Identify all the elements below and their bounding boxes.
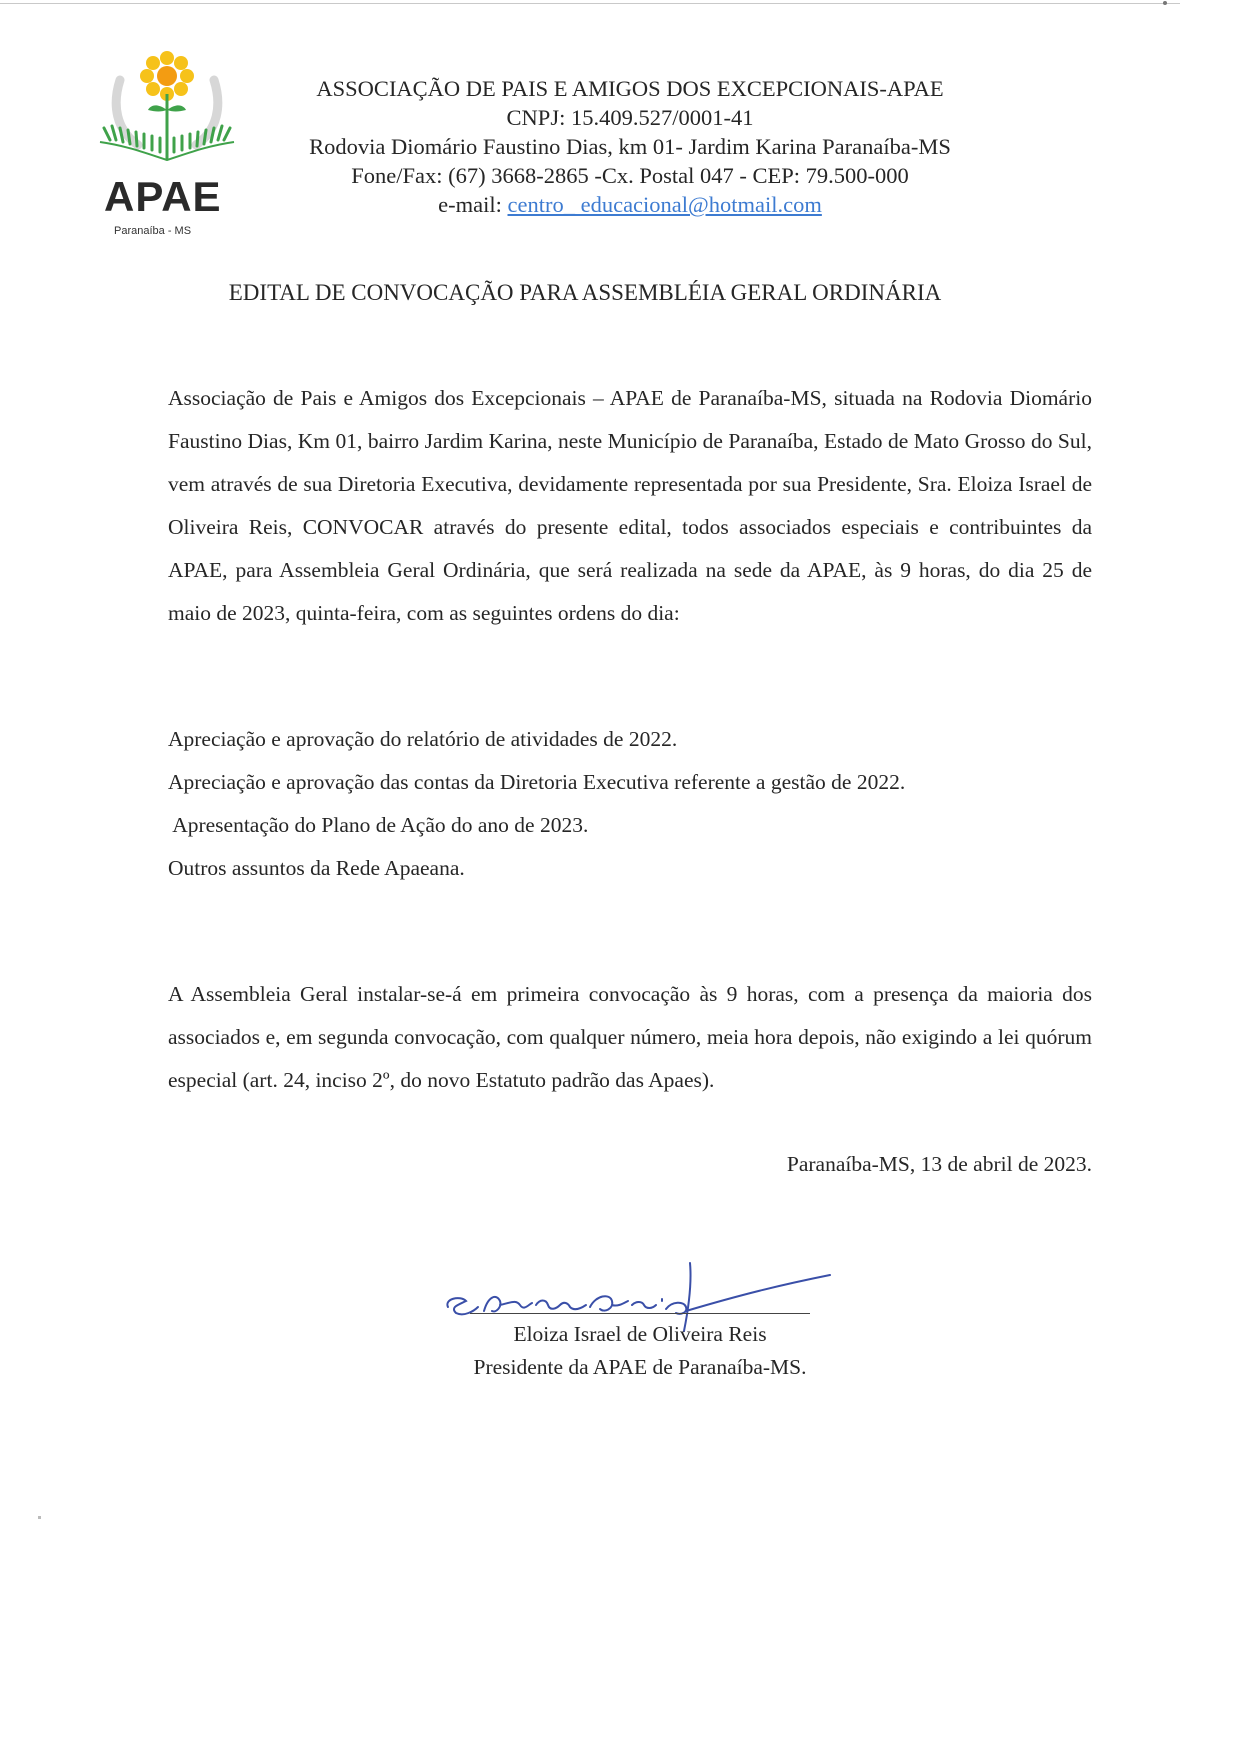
scan-top-edge — [0, 3, 1180, 4]
agenda-item: Outros assuntos da Rede Apaeana. — [168, 856, 465, 880]
cnpj: CNPJ: 15.409.527/0001-41 — [506, 105, 754, 130]
scan-speck — [1163, 1, 1167, 5]
logo-wordmark: APAE — [104, 173, 222, 220]
agenda-item: Apreciação e aprovação do relatório de atividades de 2022. — [168, 727, 678, 751]
agenda-item: Apresentação do Plano de Ação do ano de 2023. — [168, 813, 589, 837]
signature-line — [470, 1313, 810, 1314]
apae-logo — [98, 50, 238, 240]
email-link[interactable]: centro_ educacional@hotmail.com — [507, 192, 822, 217]
agenda-list — [168, 718, 1092, 890]
letterhead — [270, 74, 990, 219]
signatory-role: Presidente da APAE de Paranaíba-MS. — [473, 1355, 807, 1379]
quorum-paragraph: A Assembleia Geral instalar-se-á em primeira convocação às 9 horas, com a presença da maioria dos associados e, em segunda convocação, com qualquer número, meia hora depois, não exigindo a lei quórum especial (art. 24, inciso 2º, do novo Estatuto padrão das Apaes). — [168, 982, 1092, 1092]
document-title: EDITAL DE CONVOCAÇÃO PARA ASSEMBLÉIA GERAL ORDINÁRIA — [228, 280, 942, 305]
scan-speck — [38, 1516, 41, 1519]
phone: Fone/Fax: (67) 3668-2865 -Cx. Postal 047 - CEP: 79.500-000 — [351, 163, 909, 188]
email-line — [270, 190, 990, 219]
org-name: ASSOCIAÇÃO DE PAIS E AMIGOS DOS EXCEPCIONAIS-APAE — [316, 76, 944, 101]
date-line: Paranaíba-MS, 13 de abril de 2023. — [786, 1152, 1092, 1176]
apae-flower-icon — [98, 50, 238, 180]
email-label: e-mail: — [438, 192, 508, 217]
address: Rodovia Diomário Faustino Dias, km 01- Jardim Karina Paranaíba-MS — [309, 134, 951, 159]
convocation-paragraph: Associação de Pais e Amigos dos Excepcionais – APAE de Paranaíba-MS, situada na Rodovia Diomário Faustino Dias, Km 01, bairro Jardim Karina, neste Município de Paranaíba, Estado de Mato Grosso do Sul, vem através de sua Diretoria Executiva, devidamente representada por sua Presidente, Sra. Eloiza Israel de Oliveira Reis, CONVOCAR através do presente edital, todos associados especiais e contribuintes da APAE, para Assembleia Geral Ordinária, que será realizada na sede da APAE, às 9 horas, do dia 25 de maio de 2023, quinta-feira, com as seguintes ordens do dia: — [168, 386, 1092, 625]
agenda-item: Apreciação e aprovação das contas da Diretoria Executiva referente a gestão de 2022. — [168, 770, 906, 794]
signatory-name: Eloiza Israel de Oliveira Reis — [513, 1322, 767, 1346]
logo-subtitle: Paranaíba - MS — [114, 225, 192, 237]
